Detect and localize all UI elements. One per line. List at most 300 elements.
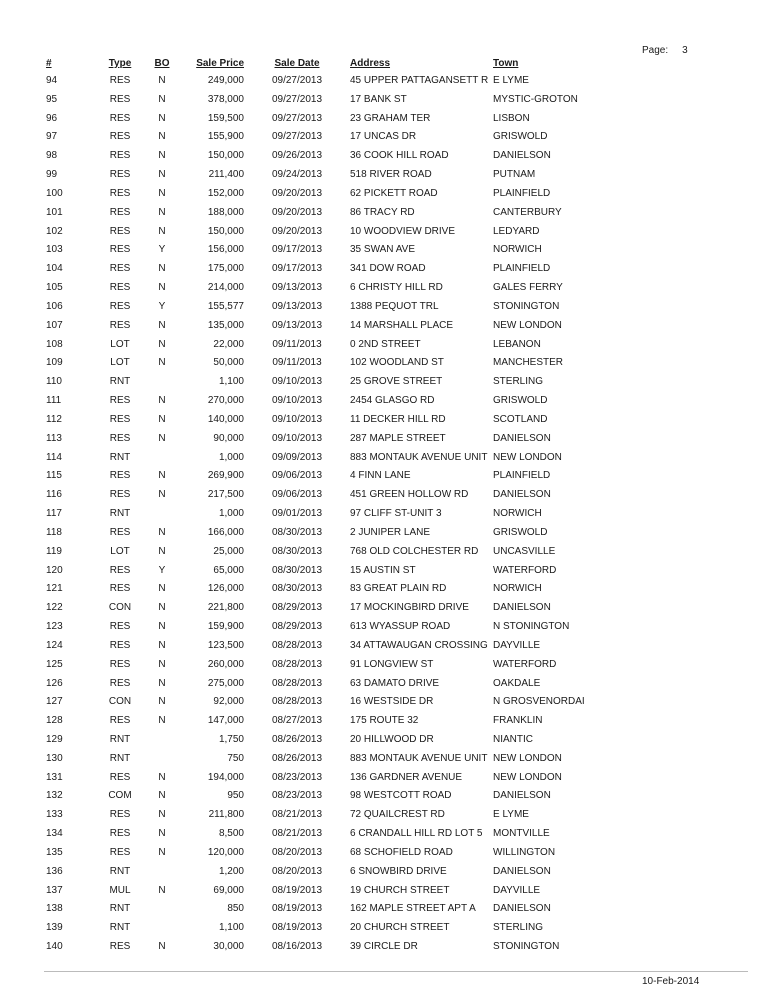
table-header (0, 58, 768, 72)
cell-bo: N (158, 470, 166, 482)
cell-sale-price: 65,000 (213, 564, 244, 576)
table-row (0, 128, 768, 147)
cell-number: 124 (46, 639, 63, 651)
cell-address: 72 QUAILCREST RD (350, 809, 445, 821)
cell-sale-date: 08/21/2013 (271, 809, 323, 821)
cell-town: DANIELSON (493, 903, 551, 915)
table-row (0, 430, 768, 449)
cell-number: 102 (46, 225, 63, 237)
cell-type: RES (109, 621, 131, 633)
cell-town: MANCHESTER (493, 357, 564, 369)
cell-type: RES (109, 846, 131, 858)
cell-type: RES (109, 225, 131, 237)
cell-sale-date: 08/30/2013 (271, 545, 323, 557)
cell-sale-date: 09/10/2013 (271, 413, 323, 425)
cell-number: 99 (46, 169, 58, 181)
cell-address: 136 GARDNER AVENUE (350, 771, 463, 783)
cell-type: RES (109, 319, 131, 331)
cell-sale-date: 08/21/2013 (271, 828, 323, 840)
cell-sale-price: 211,800 (208, 809, 244, 821)
cell-number: 109 (46, 357, 63, 369)
cell-town: NEW LONDON (493, 771, 562, 783)
cell-sale-date: 09/24/2013 (271, 169, 323, 181)
cell-address: 91 LONGVIEW ST (350, 658, 434, 670)
cell-sale-price: 378,000 (207, 93, 244, 105)
cell-bo: N (158, 884, 166, 896)
cell-type: RES (109, 300, 131, 312)
cell-number: 110 (46, 376, 62, 388)
column-header-address: Address (350, 58, 391, 69)
table-row (0, 260, 768, 279)
table-row (0, 524, 768, 543)
cell-bo: N (158, 282, 166, 294)
cell-sale-date: 08/28/2013 (271, 639, 323, 651)
cell-town: WATERFORD (493, 658, 557, 670)
cell-number: 132 (46, 790, 63, 802)
cell-town: DANIELSON (493, 865, 551, 877)
cell-address: 45 UPPER PATTAGANSETT R (350, 75, 488, 86)
cell-type: LOT (110, 338, 130, 350)
cell-number: 97 (46, 131, 58, 143)
cell-town: STONINGTON (493, 941, 560, 953)
cell-town: NEW LONDON (493, 752, 562, 764)
cell-town: N GROSVENORDAI (493, 696, 585, 708)
cell-town: N STONINGTON (493, 621, 570, 633)
cell-sale-price: 175,000 (207, 263, 244, 275)
cell-bo: N (158, 846, 166, 858)
cell-type: RES (109, 771, 131, 783)
table-row (0, 731, 768, 750)
table-row (0, 411, 768, 430)
cell-town: NORWICH (493, 508, 542, 520)
cell-address: 4 FINN LANE (350, 470, 411, 482)
cell-sale-price: 152,000 (207, 187, 244, 199)
table-row (0, 298, 768, 317)
cell-town: DANIELSON (493, 432, 551, 444)
cell-type: RES (109, 564, 131, 576)
table-row (0, 806, 768, 825)
table-row (0, 166, 768, 185)
table-row (0, 486, 768, 505)
table-row (0, 373, 768, 392)
cell-number: 140 (46, 941, 63, 953)
cell-town: LISBON (493, 112, 530, 124)
cell-town: LEBANON (493, 338, 541, 350)
cell-sale-price: 159,500 (207, 112, 244, 124)
cell-bo: N (158, 621, 166, 633)
cell-sale-date: 08/29/2013 (271, 621, 323, 633)
cell-number: 104 (46, 263, 63, 275)
cell-address: 14 MARSHALL PLACE (350, 319, 454, 331)
cell-sale-date: 08/26/2013 (271, 733, 323, 745)
page-label: Page: (642, 45, 669, 56)
cell-bo: N (158, 771, 166, 783)
footer-date: 10-Feb-2014 (642, 976, 700, 987)
cell-number: 133 (46, 809, 63, 821)
footer-divider (44, 971, 748, 972)
cell-bo: N (158, 93, 166, 105)
cell-type: RES (109, 715, 131, 727)
cell-sale-price: 850 (227, 903, 244, 915)
cell-bo: N (158, 75, 166, 86)
cell-number: 115 (46, 470, 62, 482)
table-row (0, 787, 768, 806)
cell-sale-price: 188,000 (207, 206, 244, 218)
cell-sale-price: 8,500 (218, 828, 244, 840)
table-row (0, 637, 768, 656)
cell-address: 63 DAMATO DRIVE (350, 677, 440, 689)
cell-bo: N (158, 206, 166, 218)
table-row (0, 467, 768, 486)
cell-sale-date: 09/11/2013 (272, 338, 322, 350)
cell-number: 117 (46, 508, 62, 520)
cell-sale-price: 217,500 (207, 489, 244, 501)
table-row (0, 863, 768, 882)
cell-number: 128 (46, 715, 63, 727)
cell-bo: N (158, 696, 166, 708)
cell-address: 102 WOODLAND ST (350, 357, 444, 369)
table-row (0, 750, 768, 769)
cell-sale-price: 950 (227, 790, 244, 802)
cell-sale-date: 09/10/2013 (271, 432, 323, 444)
table-row (0, 825, 768, 844)
cell-address: 287 MAPLE STREET (350, 432, 446, 444)
cell-number: 119 (46, 545, 62, 557)
cell-bo: N (158, 357, 166, 369)
cell-number: 105 (46, 282, 63, 294)
cell-address: 768 OLD COLCHESTER RD (350, 545, 479, 557)
cell-bo: Y (158, 244, 166, 256)
cell-sale-price: 155,577 (207, 300, 244, 312)
table-row (0, 336, 768, 355)
cell-sale-date: 08/26/2013 (271, 752, 323, 764)
cell-sale-date: 09/13/2013 (271, 282, 323, 294)
cell-sale-date: 08/28/2013 (271, 658, 323, 670)
cell-sale-date: 09/17/2013 (271, 244, 323, 256)
cell-bo: N (158, 658, 166, 670)
cell-type: CON (108, 696, 132, 708)
cell-sale-price: 275,000 (207, 677, 244, 689)
column-header-town: Town (493, 58, 519, 69)
cell-number: 122 (46, 602, 63, 614)
cell-number: 121 (46, 583, 63, 595)
cell-type: RES (109, 941, 131, 953)
cell-address: 97 CLIFF ST-UNIT 3 (350, 508, 442, 520)
cell-type: RES (109, 658, 131, 670)
table-row (0, 900, 768, 919)
table-row (0, 449, 768, 468)
cell-number: 96 (46, 112, 58, 124)
cell-type: RES (109, 432, 131, 444)
cell-town: STONINGTON (493, 300, 560, 312)
cell-number: 113 (46, 432, 62, 444)
table-row (0, 354, 768, 373)
cell-bo: N (158, 677, 166, 689)
cell-sale-date: 09/06/2013 (271, 489, 323, 501)
cell-type: RES (109, 470, 131, 482)
cell-address: 883 MONTAUK AVENUE UNIT (350, 752, 488, 764)
cell-address: 62 PICKETT ROAD (350, 187, 438, 199)
cell-type: RNT (109, 922, 131, 934)
cell-sale-price: 221,800 (207, 602, 244, 614)
cell-bo: Y (158, 300, 166, 312)
cell-sale-date: 08/28/2013 (271, 677, 323, 689)
cell-address: 6 CRANDALL HILL RD LOT 5 (350, 828, 483, 840)
cell-sale-date: 08/23/2013 (271, 771, 323, 783)
cell-type: RES (109, 244, 131, 256)
cell-number: 106 (46, 300, 63, 312)
cell-sale-date: 08/30/2013 (271, 526, 323, 538)
cell-sale-date: 09/01/2013 (271, 508, 323, 520)
cell-town: PLAINFIELD (493, 263, 551, 275)
cell-sale-price: 69,000 (213, 884, 244, 896)
cell-town: STERLING (493, 922, 544, 934)
cell-type: RNT (109, 865, 131, 877)
cell-bo: N (158, 413, 166, 425)
cell-sale-date: 08/16/2013 (271, 941, 323, 953)
cell-sale-price: 123,500 (207, 639, 244, 651)
cell-sale-price: 1,100 (218, 376, 244, 388)
cell-type: RES (109, 677, 131, 689)
cell-sale-price: 25,000 (213, 545, 244, 557)
cell-number: 125 (46, 658, 63, 670)
cell-address: 17 UNCAS DR (350, 131, 417, 143)
cell-address: 35 SWAN AVE (350, 244, 416, 256)
column-header-number: # (46, 58, 52, 69)
cell-town: MONTVILLE (493, 828, 550, 840)
cell-type: MUL (109, 884, 131, 896)
cell-town: GRISWOLD (493, 131, 548, 143)
cell-type: RES (109, 413, 131, 425)
cell-sale-price: 150,000 (207, 225, 244, 237)
cell-bo: N (158, 715, 166, 727)
column-header-bo: BO (154, 58, 170, 69)
cell-town: NORWICH (493, 583, 542, 595)
cell-bo: N (158, 319, 166, 331)
cell-sale-price: 50,000 (213, 357, 244, 369)
cell-type: RES (109, 809, 131, 821)
cell-bo: N (158, 941, 166, 953)
cell-address: 518 RIVER ROAD (350, 169, 432, 181)
cell-sale-date: 09/20/2013 (271, 206, 323, 218)
cell-town: GALES FERRY (493, 282, 563, 294)
cell-number: 131 (46, 771, 63, 783)
cell-bo: N (158, 169, 166, 181)
cell-type: RES (109, 93, 131, 105)
cell-sale-date: 09/13/2013 (271, 319, 323, 331)
cell-type: COM (108, 790, 132, 802)
cell-bo: N (158, 263, 166, 275)
cell-town: MYSTIC-GROTON (493, 93, 578, 105)
cell-number: 103 (46, 244, 63, 256)
cell-sale-price: 22,000 (213, 338, 244, 350)
cell-town: DANIELSON (493, 602, 551, 614)
cell-bo: N (158, 545, 166, 557)
cell-sale-date: 09/20/2013 (271, 187, 323, 199)
cell-sale-price: 1,750 (218, 733, 244, 745)
cell-sale-price: 92,000 (213, 696, 244, 708)
cell-sale-date: 08/23/2013 (271, 790, 323, 802)
cell-address: 451 GREEN HOLLOW RD (350, 489, 469, 501)
cell-town: PUTNAM (493, 169, 536, 181)
table-row (0, 185, 768, 204)
cell-address: 25 GROVE STREET (350, 376, 443, 388)
cell-sale-price: 1,100 (218, 922, 244, 934)
cell-address: 10 WOODVIEW DRIVE (350, 225, 456, 237)
cell-sale-date: 08/19/2013 (271, 922, 323, 934)
table-row (0, 279, 768, 298)
cell-sale-price: 269,900 (207, 470, 244, 482)
cell-type: LOT (110, 357, 130, 369)
cell-bo: N (158, 639, 166, 651)
cell-town: WILLINGTON (493, 846, 556, 858)
cell-bo: N (158, 338, 166, 350)
cell-number: 118 (46, 526, 62, 538)
cell-number: 136 (46, 865, 63, 877)
cell-address: 34 ATTAWAUGAN CROSSING (350, 639, 488, 651)
cell-number: 100 (46, 187, 63, 199)
cell-town: OAKDALE (493, 677, 541, 689)
cell-bo: N (158, 432, 166, 444)
cell-sale-date: 08/20/2013 (271, 846, 323, 858)
cell-type: RNT (109, 376, 131, 388)
cell-address: 162 MAPLE STREET APT A (350, 903, 476, 915)
cell-sale-price: 90,000 (213, 432, 244, 444)
cell-type: RES (109, 828, 131, 840)
cell-number: 114 (46, 451, 62, 463)
cell-town: NEW LONDON (493, 319, 562, 331)
cell-town: STERLING (493, 376, 544, 388)
cell-town: DAYVILLE (493, 639, 541, 651)
cell-sale-date: 09/11/2013 (272, 357, 322, 369)
cell-type: RES (109, 206, 131, 218)
cell-sale-date: 08/29/2013 (271, 602, 323, 614)
cell-number: 137 (46, 884, 63, 896)
cell-sale-price: 30,000 (213, 941, 244, 953)
table-row (0, 580, 768, 599)
table-row (0, 147, 768, 166)
cell-sale-date: 09/09/2013 (271, 451, 323, 463)
cell-sale-price: 214,000 (207, 282, 244, 294)
cell-type: RNT (109, 508, 131, 520)
cell-type: RES (109, 169, 131, 181)
cell-number: 138 (46, 903, 63, 915)
cell-sale-price: 120,000 (207, 846, 244, 858)
column-header-type: Type (108, 58, 132, 69)
cell-number: 126 (46, 677, 63, 689)
cell-type: RES (109, 131, 131, 143)
cell-sale-price: 249,000 (207, 75, 244, 86)
cell-type: RES (109, 395, 131, 407)
cell-sale-date: 08/28/2013 (271, 696, 323, 708)
cell-number: 134 (46, 828, 63, 840)
cell-sale-date: 08/30/2013 (271, 583, 323, 595)
table-row (0, 656, 768, 675)
cell-address: 6 CHRISTY HILL RD (350, 282, 443, 294)
cell-number: 112 (46, 413, 62, 425)
cell-town: CANTERBURY (493, 206, 562, 218)
cell-type: CON (108, 602, 132, 614)
cell-town: E LYME (493, 75, 529, 86)
cell-bo: N (158, 790, 166, 802)
cell-sale-date: 09/27/2013 (271, 112, 323, 124)
cell-type: LOT (110, 545, 130, 557)
cell-town: E LYME (493, 809, 529, 821)
table-row (0, 844, 768, 863)
table-row (0, 938, 768, 957)
cell-sale-date: 08/20/2013 (271, 865, 323, 877)
cell-type: RES (109, 112, 131, 124)
cell-number: 95 (46, 93, 58, 105)
cell-bo: N (158, 809, 166, 821)
cell-bo: N (158, 583, 166, 595)
table-row (0, 392, 768, 411)
cell-sale-price: 126,000 (207, 583, 244, 595)
cell-sale-price: 147,000 (207, 715, 244, 727)
cell-sale-price: 1,000 (218, 508, 244, 520)
cell-sale-price: 135,000 (207, 319, 244, 331)
cell-sale-date: 09/26/2013 (271, 150, 323, 162)
cell-town: UNCASVILLE (493, 545, 556, 557)
cell-sale-price: 140,000 (207, 413, 244, 425)
cell-address: 19 CHURCH STREET (350, 884, 450, 896)
cell-town: DANIELSON (493, 489, 551, 501)
page-number: 3 (682, 45, 688, 56)
cell-sale-date: 08/19/2013 (271, 903, 323, 915)
cell-bo: N (158, 489, 166, 501)
cell-number: 108 (46, 338, 63, 350)
cell-type: RES (109, 263, 131, 275)
table-row (0, 712, 768, 731)
cell-address: 2 JUNIPER LANE (350, 526, 431, 538)
cell-address: 36 COOK HILL ROAD (350, 150, 449, 162)
cell-bo: N (158, 526, 166, 538)
cell-address: 20 CHURCH STREET (350, 922, 450, 934)
cell-address: 98 WESTCOTT ROAD (350, 790, 452, 802)
cell-number: 107 (46, 319, 63, 331)
table-row (0, 110, 768, 129)
cell-number: 98 (46, 150, 58, 162)
cell-type: RES (109, 75, 131, 86)
cell-address: 883 MONTAUK AVENUE UNIT (350, 451, 488, 463)
cell-type: RES (109, 187, 131, 199)
cell-type: RNT (109, 903, 131, 915)
table-row (0, 919, 768, 938)
table-row (0, 317, 768, 336)
cell-address: 11 DECKER HILL RD (350, 413, 446, 425)
table-row (0, 505, 768, 524)
cell-number: 101 (46, 206, 63, 218)
table-row (0, 599, 768, 618)
cell-sale-date: 08/30/2013 (271, 564, 323, 576)
cell-sale-price: 211,400 (208, 169, 244, 181)
cell-sale-date: 08/19/2013 (271, 884, 323, 896)
table-row (0, 693, 768, 712)
cell-number: 129 (46, 733, 63, 745)
table-row (0, 769, 768, 788)
cell-sale-price: 156,000 (207, 244, 244, 256)
cell-sale-price: 166,000 (207, 526, 244, 538)
cell-town: PLAINFIELD (493, 187, 551, 199)
cell-town: PLAINFIELD (493, 470, 551, 482)
cell-sale-date: 09/20/2013 (271, 225, 323, 237)
cell-address: 39 CIRCLE DR (350, 941, 418, 953)
cell-address: 6 SNOWBIRD DRIVE (350, 865, 447, 877)
cell-town: NORWICH (493, 244, 542, 256)
cell-sale-price: 270,000 (207, 395, 244, 407)
column-header-sale-date: Sale Date (274, 58, 320, 69)
cell-town: GRISWOLD (493, 526, 548, 538)
